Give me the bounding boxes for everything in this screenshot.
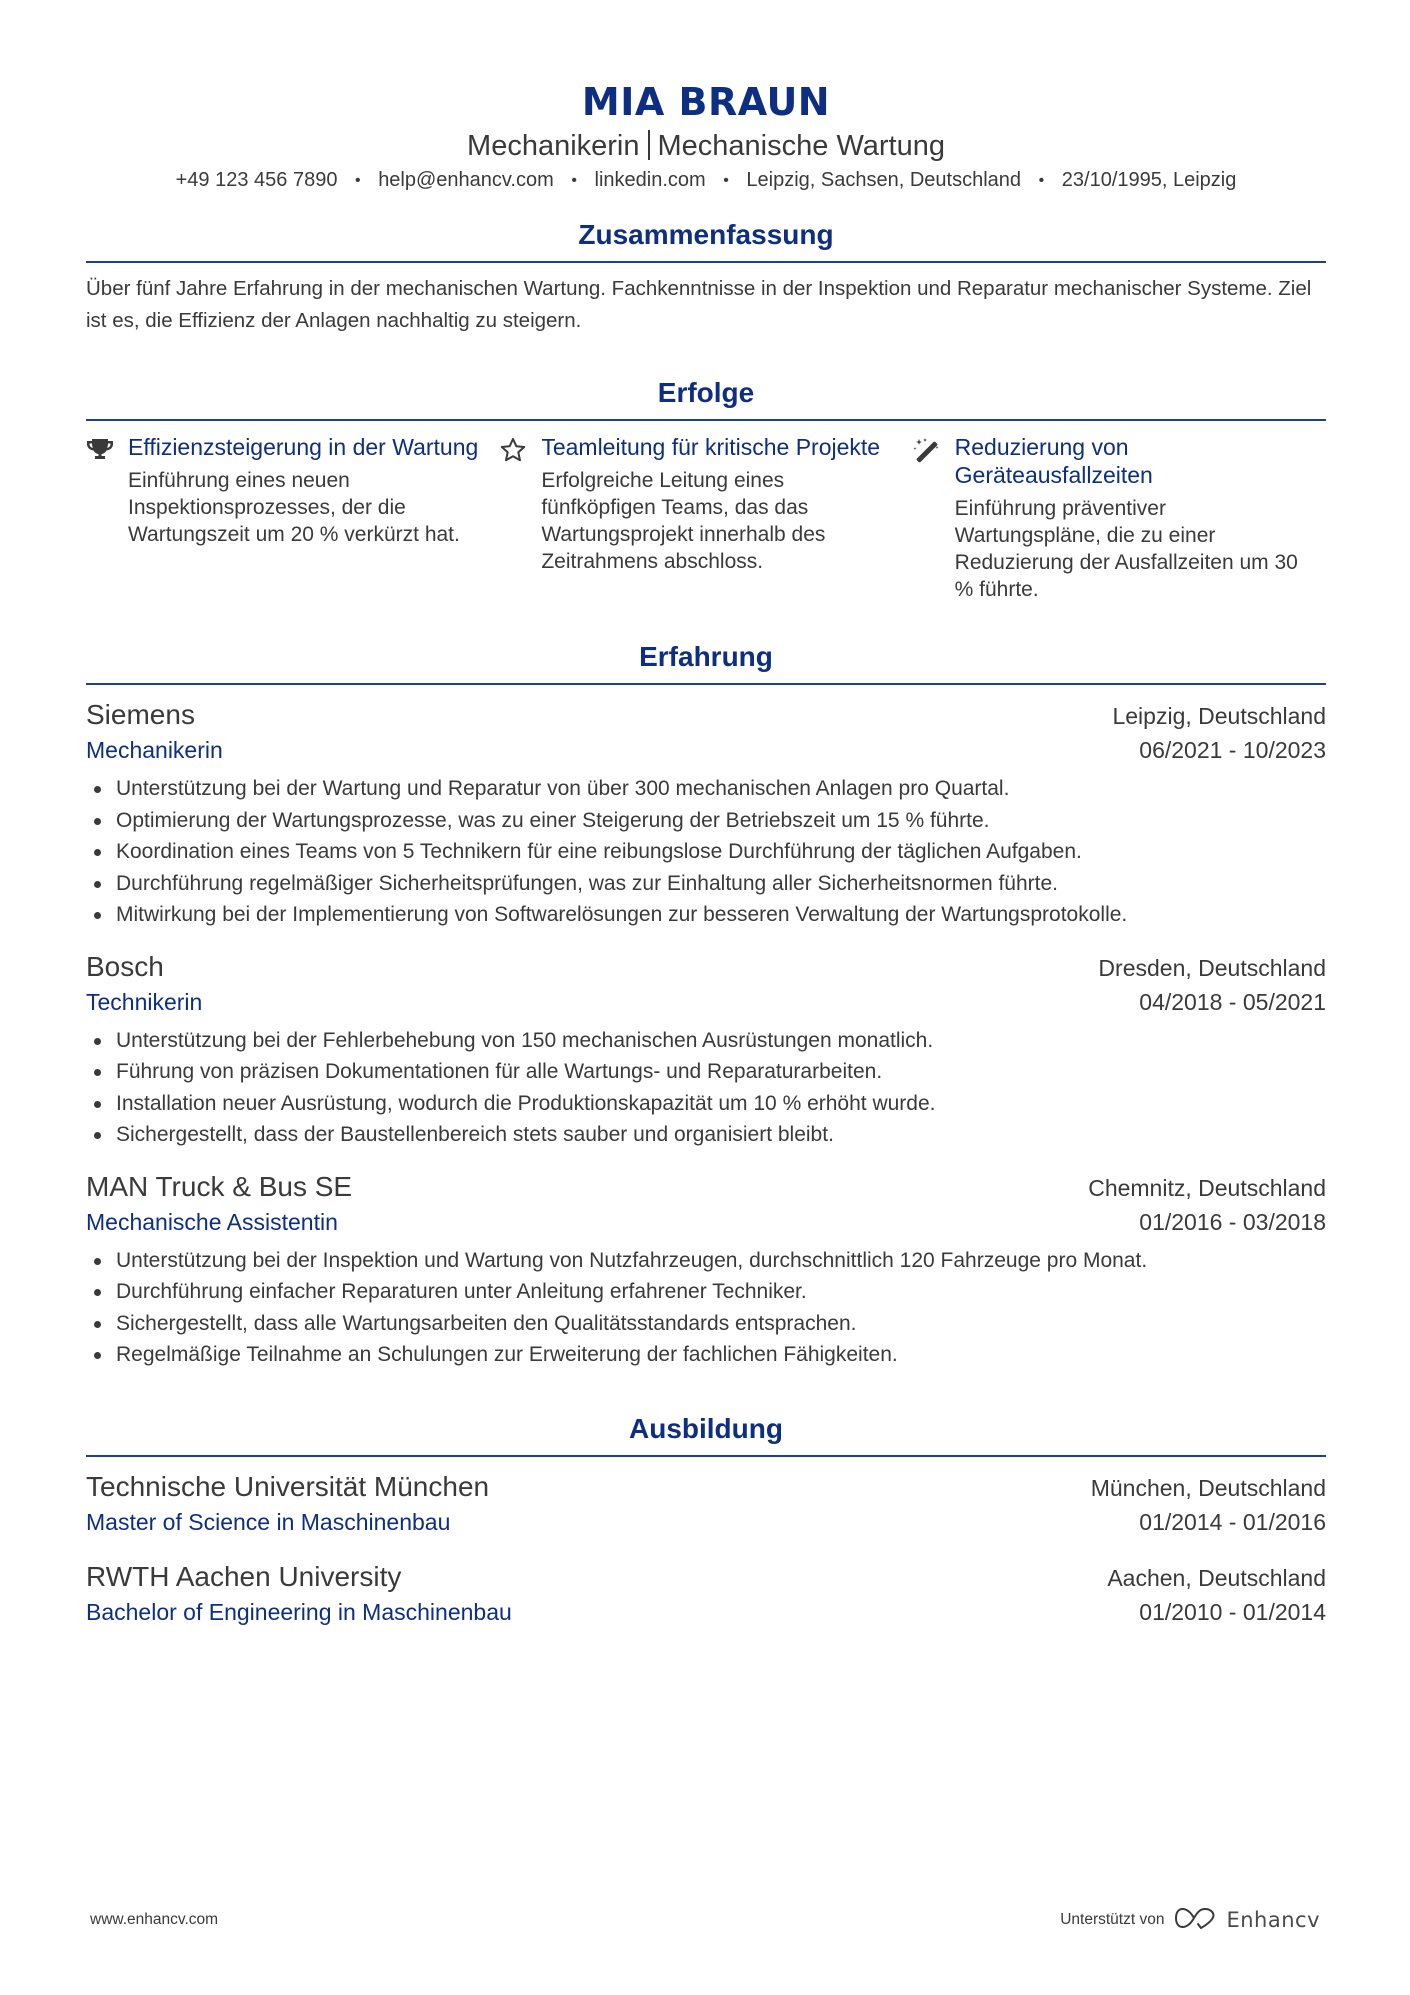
contact-separator: • [355,172,361,189]
job-bullet [86,1276,1326,1308]
section-title-experience: Erfahrung [86,639,1326,685]
powered-by-label: Unterstützt von [1060,1911,1165,1928]
job-bullet [86,1339,1326,1371]
brand-name: Enhancv [1226,1908,1320,1932]
headline-specialty: Mechanische Wartung [657,130,945,162]
bullet-text: Unterstützung bei der Wartung und Reparatur von über 300 mechanischen Anlagen pro Quartal. [116,777,1010,800]
summary-text: Über fünf Jahre Erfahrung in der mechanischen Wartung. Fachkenntnisse in der Inspektion und Reparatur mechanischer Systeme. Ziel ist es, die Effizienz der Anlagen nachhaltig zu steigern. [86,277,1312,332]
education-degree: Bachelor of Engineering in Maschinenbau [86,1598,512,1625]
education-section [86,1411,1326,1629]
bullet-icon [94,1352,101,1359]
job-role: Mechanische Assistentin [86,1208,338,1235]
bullet-icon [94,881,101,888]
job-entry [86,1169,1326,1371]
star-icon [499,433,541,603]
job-bullet [86,773,1326,805]
page-footer [90,1905,1320,1935]
job-role: Mechanikerin [86,737,223,763]
bullet-icon [94,1132,101,1139]
job-entry [86,697,1326,931]
bullet-text: Durchführung regelmäßiger Sicherheitsprüfungen, was zur Einhaltung aller Sicherheitsnormen führte. [116,871,1058,895]
job-role: Technikerin [86,988,203,1015]
job-bullet [86,1025,1326,1057]
achievement-title: Effizienzsteigerung in der Wartung [128,434,479,460]
job-company: Bosch [86,950,164,982]
job-bullet [86,868,1326,900]
bullet-icon [94,1321,101,1328]
job-location: Dresden, Deutschland [1098,954,1326,981]
education-dates: 01/2010 - 01/2014 [1139,1598,1326,1625]
achievements-list [86,433,1326,603]
achievement-item [499,433,912,603]
job-location: Leipzig, Deutschland [1112,703,1326,729]
job-bullet [86,805,1326,837]
bullet-text: Durchführung einfacher Reparaturen unter Anleitung erfahrener Techniker. [116,1280,807,1303]
contact-info [86,166,1326,195]
job-dates: 01/2016 - 03/2018 [1139,1208,1326,1235]
job-bullet [86,836,1326,868]
contact-phone[interactable]: +49 123 456 7890 [175,169,338,191]
experience-section [86,639,1326,1371]
contact-birth: 23/10/1995, Leipzig [1061,169,1237,191]
footer-branding [1060,1906,1320,1935]
job-bullets [86,1245,1326,1371]
footer-website-link[interactable]: www.enhancv.com [90,1911,219,1928]
section-title-education: Ausbildung [86,1411,1326,1457]
candidate-name: MIA BRAUN [581,80,831,124]
education-school: Technische Universität München [86,1470,490,1502]
bullet-text: Installation neuer Ausrüstung, wodurch die Produktionskapazität um 10 % erhöht wurde. [116,1091,936,1115]
headline-role: Mechanikerin [467,130,640,162]
section-title-summary: Zusammenfassung [86,217,1326,263]
bullet-text: Sichergestellt, dass alle Wartungsarbeiten den Qualitätsstandards entsprachen. [116,1311,857,1335]
job-dates: 06/2021 - 10/2023 [1139,737,1326,763]
job-bullets [86,1025,1326,1151]
job-company: MAN Truck & Bus SE [86,1170,353,1202]
bullet-icon [94,849,101,856]
enhancv-logo-icon [1174,1906,1216,1935]
bullet-text: Führung von präzisen Dokumentationen für alle Wartungs- und Reparaturarbeiten. [116,1060,883,1083]
job-bullet [86,1056,1326,1088]
contact-linkedin[interactable]: linkedin.com [594,169,706,191]
job-dates: 04/2018 - 05/2021 [1139,988,1326,1015]
trophy-icon [86,433,128,603]
bullet-icon [94,1038,101,1045]
achievement-title: Reduzierung von Geräteausfallzeiten [954,434,1153,488]
job-bullets [86,773,1326,931]
job-company: Siemens [86,699,195,730]
headline-separator [648,130,650,160]
bullet-text: Optimierung der Wartungsprozesse, was zu einer Steigerung der Betriebszeit um 15 % führte. [116,808,990,832]
job-bullet [86,1245,1326,1277]
resume-header [86,0,1326,195]
achievement-item [86,433,499,603]
contact-separator: • [571,172,577,189]
job-bullet [86,1119,1326,1151]
education-school: RWTH Aachen University [86,1560,402,1592]
achievement-description: Erfolgreiche Leitung eines fünfköpfigen Teams, das das Wartungsprojekt innerhalb des Zeitrahmens abschloss. [541,469,826,573]
section-title-achievements: Erfolge [86,375,1326,421]
job-bullet [86,1088,1326,1120]
contact-separator: • [1038,172,1045,189]
education-location: München, Deutschland [1090,1474,1326,1501]
education-entry [86,1469,1326,1539]
bullet-icon [94,1258,101,1265]
bullet-icon [94,786,101,793]
contact-separator: • [723,172,729,189]
bullet-icon [94,1101,101,1108]
achievement-item [913,433,1326,603]
bullet-text: Regelmäßige Teilnahme an Schulungen zur Erweiterung der fachlichen Fähigkeiten. [116,1343,898,1366]
achievement-description: Einführung eines neuen Inspektionsprozesses, der die Wartungszeit um 20 % verkürzt hat. [128,469,460,546]
job-bullet [86,899,1326,931]
bullet-text: Mitwirkung bei der Implementierung von Softwarelösungen zur besseren Verwaltung der Wartungsprotokolle. [116,903,1128,926]
contact-email[interactable]: help@enhancv.com [378,169,554,191]
bullet-text: Koordination eines Teams von 5 Technikern für eine reibungslose Durchführung der täglichen Aufgaben. [116,840,1082,863]
job-bullet [86,1308,1326,1340]
magic-wand-icon [913,433,955,603]
bullet-text: Sichergestellt, dass der Baustellenbereich stets sauber und organisiert bleibt. [116,1123,834,1146]
candidate-headline [86,128,1326,164]
job-entry [86,949,1326,1151]
bullet-icon [94,818,101,825]
bullet-icon [94,912,101,919]
bullet-text: Unterstützung bei der Inspektion und Wartung von Nutzfahrzeugen, durchschnittlich 120 Fahrzeuge pro Monat. [116,1248,1148,1272]
achievement-description: Einführung präventiver Wartungspläne, die zu einer Reduzierung der Ausfallzeiten um 30 % führte. [954,497,1298,601]
summary-section [86,217,1326,337]
resume-page [86,0,1326,1629]
achievement-title: Teamleitung für kritische Projekte [541,434,881,460]
achievements-section [86,375,1326,603]
bullet-icon [94,1289,101,1296]
education-degree: Master of Science in Maschinenbau [86,1508,451,1535]
bullet-text: Unterstützung bei der Fehlerbehebung von 150 mechanischen Ausrüstungen monatlich. [116,1028,934,1052]
contact-location: Leipzig, Sachsen, Deutschland [746,169,1022,191]
education-entry [86,1559,1326,1629]
education-dates: 01/2014 - 01/2016 [1139,1508,1326,1535]
bullet-icon [94,1069,101,1076]
job-location: Chemnitz, Deutschland [1088,1174,1326,1201]
education-location: Aachen, Deutschland [1107,1564,1326,1591]
